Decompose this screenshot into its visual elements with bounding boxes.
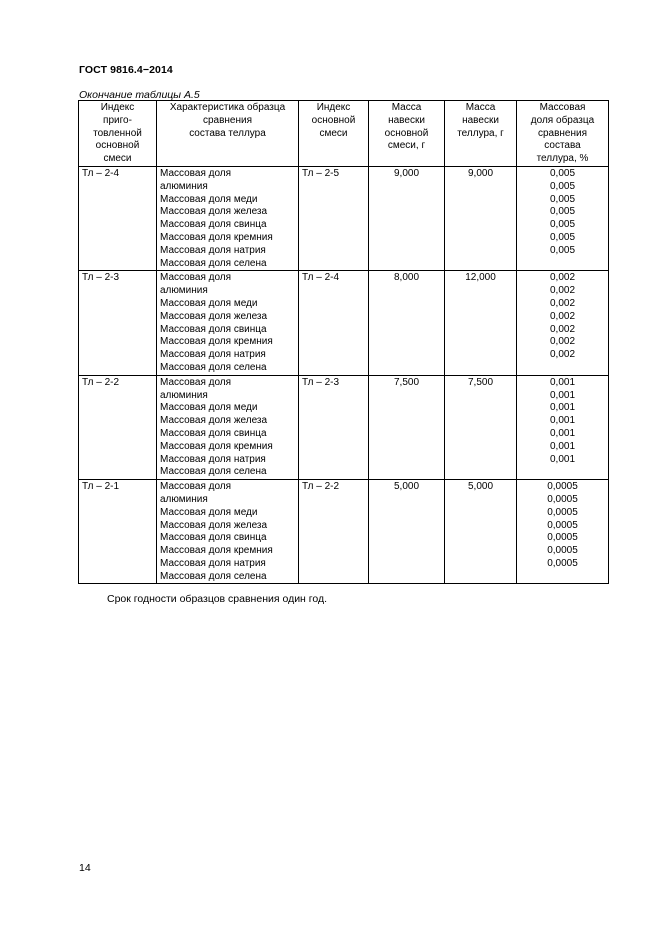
- header-line: смеси: [319, 127, 348, 139]
- table-row: [79, 375, 609, 479]
- header-line: смеси, г: [387, 140, 426, 152]
- characteristics-cell: [157, 375, 299, 479]
- mass-fraction-value: 0,0005: [547, 519, 578, 531]
- base-mass-cell: 9,000: [369, 166, 445, 270]
- base-index-cell: Тл – 2-3: [299, 375, 369, 479]
- header-line: Индекс: [100, 102, 135, 113]
- table-row: [79, 166, 609, 270]
- characteristic-line: Массовая доля селена: [160, 570, 267, 582]
- characteristic-line: Массовая доля натрия: [160, 349, 266, 361]
- mass-fraction-value: 0,005: [549, 193, 576, 205]
- mass-fraction-value: 0,0005: [547, 506, 578, 518]
- characteristic-line: Массовая доля селена: [160, 361, 267, 373]
- mass-fraction-value: 0,0005: [547, 545, 578, 557]
- characteristic-line: Массовая доля свинца: [160, 323, 267, 335]
- shelf-life-note: Срок годности образцов сравнения один год.: [107, 593, 328, 605]
- header-line: смеси: [103, 153, 132, 165]
- table-row: [79, 480, 609, 584]
- base-index-cell: Тл – 2-4: [299, 271, 369, 375]
- mass-fraction-value: 0,002: [549, 297, 576, 309]
- characteristic-line: Массовая доля кремния: [160, 231, 273, 243]
- mass-fraction-value: 0,002: [549, 349, 576, 361]
- header-line: теллура, %: [536, 153, 589, 165]
- characteristic-line: Массовая доля железа: [160, 415, 268, 427]
- mass-fraction-cell: [517, 375, 609, 479]
- characteristic-line: Массовая доля кремния: [160, 440, 273, 452]
- prepared-index-cell: Тл – 2-4: [79, 166, 157, 270]
- mass-fraction-value: 0,001: [549, 440, 576, 452]
- characteristics-cell: [157, 166, 299, 270]
- col-header-mass-fraction: [517, 101, 609, 167]
- mass-fraction-value: 0,0005: [547, 557, 578, 569]
- mass-fraction-value: 0,002: [549, 323, 576, 335]
- characteristic-line: Массовая доля селена: [160, 257, 267, 269]
- col-header-prepared-index: [79, 101, 157, 167]
- characteristic-line: Массовая доля натрия: [160, 557, 266, 569]
- tellurium-mass-cell: 5,000: [445, 480, 517, 584]
- header-line: состава: [544, 140, 581, 152]
- characteristic-line: Массовая доля: [160, 376, 232, 388]
- header-line: Характеристика образца: [169, 102, 286, 113]
- mass-fraction-cell: [517, 271, 609, 375]
- mass-fraction-value: 0,002: [549, 272, 576, 284]
- prepared-index-cell: Тл – 2-2: [79, 375, 157, 479]
- characteristic-line: Массовая доля железа: [160, 519, 268, 531]
- header-line: сравнения: [202, 114, 253, 126]
- table-caption: Окончание таблицы А.5: [79, 89, 200, 101]
- header-line: Индекс: [316, 102, 351, 113]
- characteristics-cell: [157, 480, 299, 584]
- samples-table: [78, 100, 609, 584]
- mass-fraction-value: 0,002: [549, 310, 576, 322]
- mass-fraction-cell: [517, 480, 609, 584]
- characteristic-line: Массовая доля меди: [160, 193, 258, 205]
- table-row: [79, 271, 609, 375]
- header-line: сравнения: [537, 127, 588, 139]
- header-line: доля образца: [530, 114, 595, 126]
- header-line: приго-: [103, 114, 132, 126]
- characteristic-line: Массовая доля свинца: [160, 532, 267, 544]
- characteristic-line: Массовая доля натрия: [160, 244, 266, 256]
- mass-fraction-value: 0,001: [549, 376, 576, 388]
- mass-fraction-value: 0,005: [549, 180, 576, 192]
- table-body: [79, 166, 609, 584]
- tellurium-mass-cell: 9,000: [445, 166, 517, 270]
- header-line: навески: [462, 114, 499, 126]
- document-code: ГОСТ 9816.4−2014: [79, 64, 173, 76]
- characteristic-line: Массовая доля меди: [160, 297, 258, 309]
- base-mass-cell: 5,000: [369, 480, 445, 584]
- characteristic-line: Массовая доля кремния: [160, 545, 273, 557]
- mass-fraction-value: 0,005: [549, 167, 576, 179]
- header-line: состава теллура: [189, 127, 266, 139]
- mass-fraction-value: 0,001: [549, 389, 576, 401]
- tellurium-mass-cell: 7,500: [445, 375, 517, 479]
- prepared-index-cell: Тл – 2-3: [79, 271, 157, 375]
- mass-fraction-value: 0,001: [549, 402, 576, 414]
- header-line: Масса: [391, 102, 422, 113]
- characteristic-line: Массовая доля свинца: [160, 427, 267, 439]
- base-index-cell: Тл – 2-5: [299, 166, 369, 270]
- mass-fraction-value: 0,0005: [547, 493, 578, 505]
- prepared-index-cell: Тл – 2-1: [79, 480, 157, 584]
- characteristic-line: алюминия: [160, 493, 208, 505]
- characteristic-line: Массовая доля меди: [160, 506, 258, 518]
- header-line: навески: [388, 114, 425, 126]
- characteristic-line: Массовая доля железа: [160, 206, 268, 218]
- characteristic-line: алюминия: [160, 180, 208, 192]
- characteristic-line: Массовая доля свинца: [160, 219, 267, 231]
- characteristic-line: Массовая доля: [160, 272, 232, 284]
- col-header-base-mass: [369, 101, 445, 167]
- characteristic-line: Массовая доля железа: [160, 310, 268, 322]
- mass-fraction-value: 0,002: [549, 336, 576, 348]
- page-number: 14: [79, 862, 91, 874]
- characteristic-line: Массовая доля селена: [160, 466, 267, 478]
- base-mass-cell: 7,500: [369, 375, 445, 479]
- mass-fraction-value: 0,005: [549, 206, 576, 218]
- header-line: теллура, г: [457, 127, 504, 139]
- tellurium-mass-cell: 12,000: [445, 271, 517, 375]
- characteristic-line: Массовая доля: [160, 481, 232, 493]
- col-header-characteristic: [157, 101, 299, 167]
- characteristic-line: Массовая доля: [160, 167, 232, 179]
- mass-fraction-value: 0,005: [549, 219, 576, 231]
- characteristic-line: Массовая доля меди: [160, 402, 258, 414]
- table-header-row: [79, 101, 609, 167]
- col-header-tellurium-mass: [445, 101, 517, 167]
- characteristic-line: алюминия: [160, 389, 208, 401]
- mass-fraction-value: 0,0005: [547, 532, 578, 544]
- header-line: основной: [95, 140, 140, 152]
- mass-fraction-value: 0,005: [549, 244, 576, 256]
- mass-fraction-value: 0,001: [549, 415, 576, 427]
- header-line: товленной: [93, 127, 142, 139]
- characteristic-line: алюминия: [160, 285, 208, 297]
- mass-fraction-value: 0,002: [549, 285, 576, 297]
- characteristics-cell: [157, 271, 299, 375]
- mass-fraction-value: 0,001: [549, 427, 576, 439]
- characteristic-line: Массовая доля кремния: [160, 336, 273, 348]
- base-mass-cell: 8,000: [369, 271, 445, 375]
- header-line: основной: [311, 114, 356, 126]
- mass-fraction-value: 0,0005: [547, 481, 578, 493]
- mass-fraction-cell: [517, 166, 609, 270]
- mass-fraction-value: 0,001: [549, 453, 576, 465]
- header-line: Масса: [465, 102, 496, 113]
- col-header-base-index: [299, 101, 369, 167]
- header-line: Массовая: [539, 102, 586, 113]
- mass-fraction-value: 0,005: [549, 231, 576, 243]
- characteristic-line: Массовая доля натрия: [160, 453, 266, 465]
- base-index-cell: Тл – 2-2: [299, 480, 369, 584]
- header-line: основной: [384, 127, 429, 139]
